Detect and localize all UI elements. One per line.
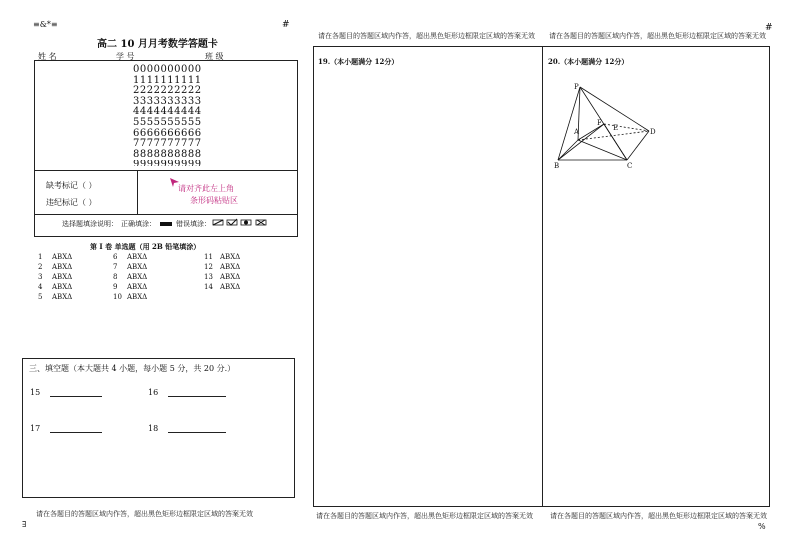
correct-fill-sample bbox=[160, 222, 172, 226]
blank-18[interactable] bbox=[148, 424, 226, 433]
mcq-options[interactable]: ABXΔ bbox=[127, 283, 148, 291]
notice-bottom-q19: 请在各题目的答题区域内作答，超出黑色矩形边框限定区域的答案无效 bbox=[316, 512, 533, 520]
id-grid-row[interactable]: 5555555555 bbox=[133, 116, 202, 128]
mcq-options[interactable]: ABXΔ bbox=[220, 263, 241, 271]
mcq-number: 3 bbox=[38, 273, 43, 281]
mcq-options[interactable]: ABXΔ bbox=[220, 273, 241, 281]
mcq-number: 1 bbox=[38, 253, 43, 261]
notice-top-q19: 请在各题目的答题区域内作答，超出黑色矩形边框限定区域的答案无效 bbox=[318, 32, 535, 40]
blank-number: 16 bbox=[148, 388, 159, 397]
corner-mark-bottom-left: ∃ bbox=[22, 520, 27, 529]
notice-top-q20: 请在各题目的答题区域内作答，超出黑色矩形边框限定区域的答案无效 bbox=[549, 32, 766, 40]
student-id-grid bbox=[133, 65, 202, 166]
mcq-row[interactable] bbox=[204, 262, 240, 272]
answer-line[interactable] bbox=[168, 388, 226, 397]
mcq-row[interactable] bbox=[38, 282, 72, 292]
mcq-row[interactable] bbox=[204, 282, 240, 292]
id-grid-row[interactable]: 7777777777 bbox=[133, 138, 202, 150]
mcq-row[interactable] bbox=[204, 272, 240, 282]
divider bbox=[34, 170, 298, 171]
mcq-number: 9 bbox=[113, 283, 118, 291]
mcq-number: 11 bbox=[204, 253, 213, 261]
blank-number: 18 bbox=[148, 424, 159, 433]
mcq-row[interactable] bbox=[113, 292, 147, 302]
mcq-column-1 bbox=[38, 252, 72, 302]
fill-wrong-label: 错误填涂： bbox=[176, 220, 211, 228]
mcq-number: 8 bbox=[113, 273, 118, 281]
mcq-number: 5 bbox=[38, 293, 43, 301]
mcq-row[interactable] bbox=[113, 252, 147, 262]
mcq-row[interactable] bbox=[204, 252, 240, 262]
vertex-label-c: C bbox=[627, 162, 633, 170]
divider bbox=[34, 214, 298, 215]
mcq-options[interactable]: ABXΔ bbox=[127, 273, 148, 281]
mcq-number: 14 bbox=[204, 283, 213, 291]
blank-number: 15 bbox=[30, 388, 41, 397]
q19-title: 19.（本小题满分 12分） bbox=[318, 57, 399, 66]
blank-number: 17 bbox=[30, 424, 41, 433]
answer-line[interactable] bbox=[50, 388, 102, 397]
vertex-label-p: P bbox=[574, 83, 579, 91]
fill-correct-label: 正确填涂： bbox=[121, 220, 156, 228]
field-name-label: 姓 名 bbox=[38, 52, 57, 61]
notice-bottom-left: 请在各题目的答题区域内作答，超出黑色矩形边框限定区域的答案无效 bbox=[36, 510, 253, 518]
mcq-row[interactable] bbox=[113, 262, 147, 272]
mcq-number: 13 bbox=[204, 273, 213, 281]
corner-mark-top-left: ≡&*≡ bbox=[33, 20, 58, 29]
vertex-label-a: A bbox=[574, 128, 580, 136]
divider bbox=[137, 170, 138, 214]
id-grid-row[interactable]: 9999999999 bbox=[133, 160, 202, 167]
mcq-row[interactable] bbox=[38, 292, 72, 302]
mcq-options[interactable]: ABXΔ bbox=[52, 263, 73, 271]
mcq-options[interactable]: ABXΔ bbox=[127, 293, 148, 301]
section3-title: 三、填空题（本大题共 4 小题，每小题 5 分，共 20 分.） bbox=[29, 364, 236, 373]
corner-mark-top-right: # bbox=[765, 23, 773, 33]
q20-title: 20.（本小题满分 12分） bbox=[548, 57, 629, 66]
page-title: 高二 10 月月考数学答题卡 bbox=[97, 39, 218, 50]
blank-17[interactable] bbox=[30, 424, 102, 433]
mcq-column-2 bbox=[113, 252, 147, 302]
mcq-options[interactable]: ABXΔ bbox=[220, 253, 241, 261]
vertex-label-b: B bbox=[554, 162, 560, 170]
mcq-row[interactable] bbox=[38, 272, 72, 282]
mcq-number: 6 bbox=[113, 253, 118, 261]
mcq-row[interactable] bbox=[38, 262, 72, 272]
corner-mark-top-mid: # bbox=[282, 20, 290, 30]
field-id-label: 学 号 bbox=[116, 52, 135, 61]
mcq-row[interactable] bbox=[38, 252, 72, 262]
id-grid-row[interactable]: 3333333333 bbox=[133, 95, 202, 107]
id-grid-row[interactable]: 6666666666 bbox=[133, 127, 202, 139]
mcq-number: 2 bbox=[38, 263, 43, 271]
field-class-label: 班 级 bbox=[205, 52, 224, 61]
notice-bottom-q20: 请在各题目的答题区域内作答，超出黑色矩形边框限定区域的答案无效 bbox=[550, 512, 767, 520]
mcq-column-3 bbox=[204, 252, 240, 292]
mcq-options[interactable]: ABXΔ bbox=[220, 283, 241, 291]
answer-area-q19[interactable] bbox=[313, 46, 543, 507]
id-grid-row[interactable]: 8888888888 bbox=[133, 148, 202, 160]
vertex-label-d: D bbox=[650, 128, 656, 136]
mcq-options[interactable]: ABXΔ bbox=[52, 273, 73, 281]
barcode-hint-line1: 请对齐此左上角 bbox=[178, 184, 234, 193]
mcq-options[interactable]: ABXΔ bbox=[127, 253, 148, 261]
wrong-fill-samples-icon bbox=[212, 218, 270, 228]
absent-mark-label[interactable]: 缺考标记（ ） bbox=[46, 181, 97, 190]
id-grid-row[interactable]: 1111111111 bbox=[133, 74, 202, 86]
mcq-options[interactable]: ABXΔ bbox=[127, 263, 148, 271]
mcq-number: 12 bbox=[204, 263, 213, 271]
mcq-number: 10 bbox=[113, 293, 122, 301]
corner-mark-bottom-right: % bbox=[758, 522, 766, 531]
answer-line[interactable] bbox=[168, 424, 226, 433]
vertex-label-e: E bbox=[613, 124, 619, 132]
mcq-options[interactable]: ABXΔ bbox=[52, 283, 73, 291]
vertex-label-f: F bbox=[597, 119, 602, 127]
mcq-number: 4 bbox=[38, 283, 43, 291]
mcq-row[interactable] bbox=[113, 272, 147, 282]
id-grid-row[interactable]: 4444444444 bbox=[133, 106, 202, 118]
mcq-options[interactable]: ABXΔ bbox=[52, 293, 73, 301]
id-grid-row[interactable]: 0000000000 bbox=[133, 64, 202, 75]
barcode-hint-line2: 条形码粘贴区 bbox=[190, 196, 238, 205]
mcq-number: 7 bbox=[113, 263, 118, 271]
violation-mark-label[interactable]: 违纪标记（ ） bbox=[46, 198, 97, 207]
section1-title: 第 I 卷 单选题（用 2B 铅笔填涂） bbox=[90, 242, 201, 251]
blank-15[interactable] bbox=[30, 388, 102, 397]
pyramid-figure-icon bbox=[552, 82, 662, 172]
fill-instructions-label: 选择题填涂说明： bbox=[62, 220, 118, 228]
blank-16[interactable] bbox=[148, 388, 226, 397]
id-grid-row[interactable]: 2222222222 bbox=[133, 85, 202, 97]
answer-line[interactable] bbox=[50, 424, 102, 433]
mcq-row[interactable] bbox=[113, 282, 147, 292]
mcq-options[interactable]: ABXΔ bbox=[52, 253, 73, 261]
